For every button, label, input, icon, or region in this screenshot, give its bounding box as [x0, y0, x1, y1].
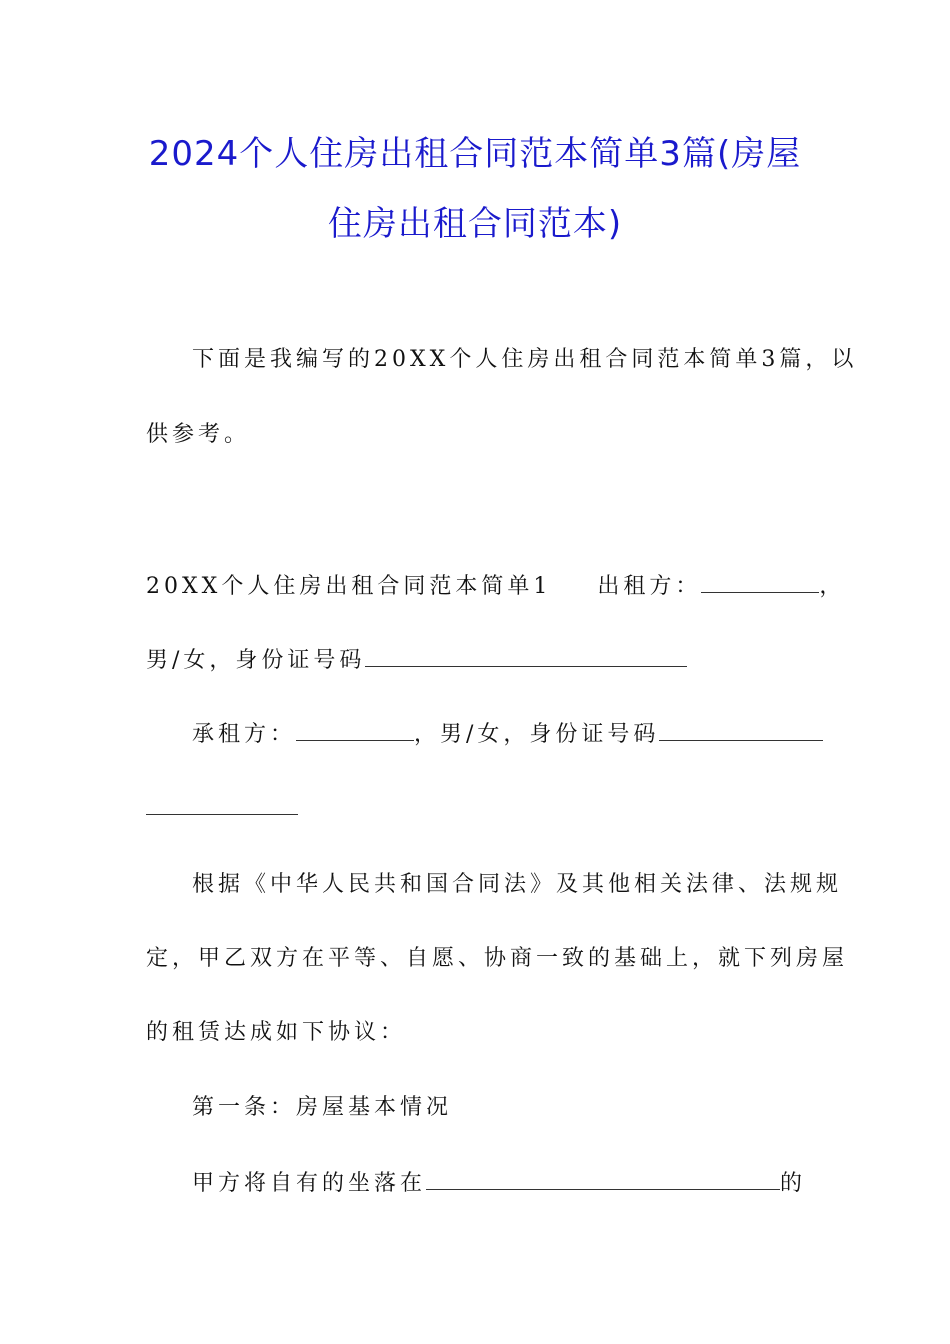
document-title-line-2: 住房出租合同范本) [327, 204, 623, 244]
lessee-id-continuation [146, 792, 298, 824]
lessee-line [192, 718, 823, 750]
intro-paragraph-line-1: 下面是我编写的20XX个人住房出租合同范本简单3篇，以 [192, 347, 858, 372]
lessee-label: 承租方： [192, 722, 297, 747]
basis-paragraph-line-2: 定，甲乙双方在平等、自愿、协商一致的基础上，就下列房屋 [146, 946, 849, 971]
article-1-text [192, 1167, 806, 1199]
basis-paragraph-line-1: 根据《中华人民共和国合同法》及其他相关法律、法规规 [192, 872, 843, 897]
lessor-name-blank[interactable] [701, 570, 819, 593]
property-location-blank[interactable] [426, 1167, 780, 1190]
document-title-line-1: 2024个人住房出租合同范本简单3篇(房屋 [148, 134, 802, 174]
lessor-gender-id-label: 男/女，身份证号码 [146, 648, 366, 673]
lessee-id-blank-continued[interactable] [146, 792, 298, 815]
lessor-id-blank[interactable] [365, 644, 687, 667]
intro-paragraph-line-2: 供参考。 [146, 422, 251, 447]
lessee-name-blank[interactable] [296, 718, 414, 741]
article-1-location-label: 甲方将自有的坐落在 [192, 1171, 427, 1196]
section-heading: 20XX个人住房出租合同范本简单1 [146, 574, 552, 599]
article-1-suffix: 的 [780, 1171, 807, 1196]
lessor-id-line [146, 644, 687, 676]
lessor-label: 出租方： [597, 574, 702, 599]
lessee-id-blank[interactable] [659, 718, 823, 741]
basis-paragraph-line-3: 的租赁达成如下协议： [146, 1020, 407, 1045]
lessor-line [146, 570, 845, 602]
lessee-gender-id-label: ，男/女，身份证号码 [414, 722, 660, 747]
article-1-heading: 第一条：房屋基本情况 [192, 1095, 453, 1120]
lessor-comma: ， [819, 574, 846, 599]
